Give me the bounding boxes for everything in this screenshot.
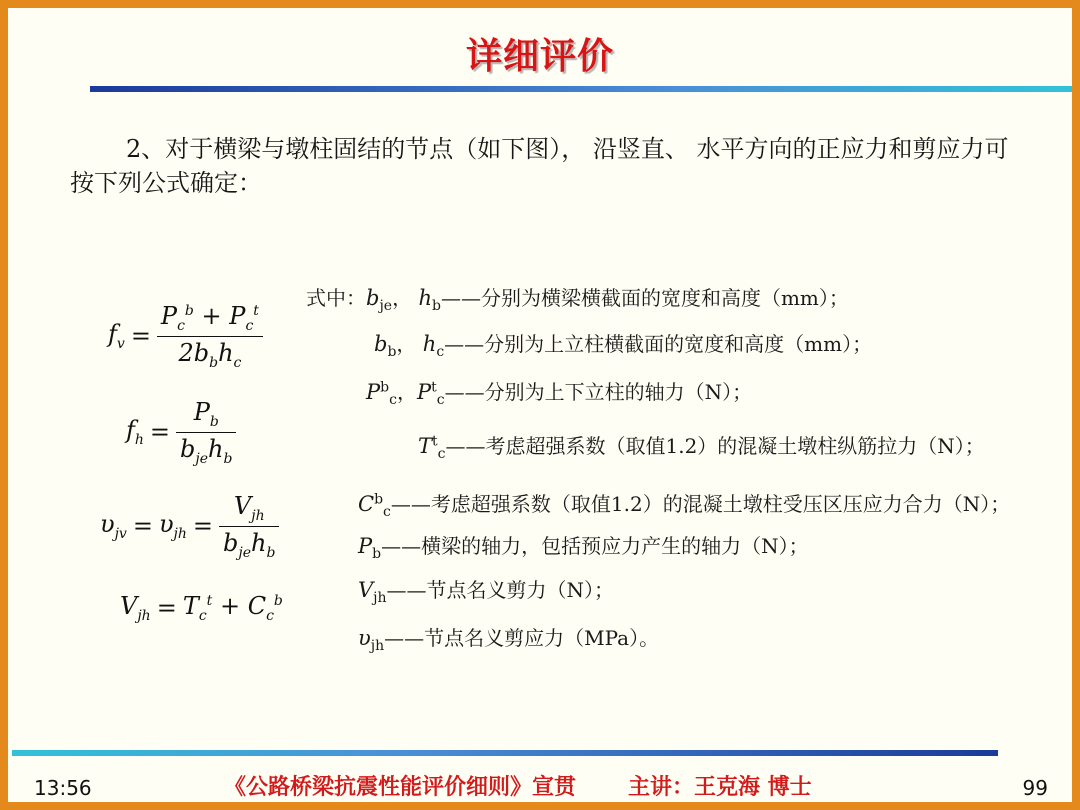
formula-fv: $f_v$ = $\frac{P_c^b + P_c^t}{2b_bh_c}$ (108, 302, 263, 371)
formula-vjv-fraction: $\frac{V_{jh}}{b_{je}h_b}$ (219, 492, 279, 561)
formula-fv-lhs: $f_v$ (108, 320, 125, 353)
definition-line-7: $V_{jh}——$节点名义剪力（N）； (358, 578, 615, 606)
definition-line-8: $\upsilon_{jh}——$节点名义剪应力（MPa）。 (358, 626, 660, 654)
definition-line-1: 式中：$b_{je}$， $h_b——$分别为横梁横截面的宽度和高度（mm）； (306, 286, 849, 314)
course-title: 《公路桥梁抗震性能评价细则》宣贯 (224, 775, 577, 800)
page-number: 99 (1022, 776, 1048, 800)
formula-fh: $f_h$ = $\frac{P_b}{b_{je}h_b}$ (126, 398, 236, 467)
slide-title: 详细评价 (465, 36, 614, 77)
definition-line-4: $T^t_c——$考虑超强系数（取值1.2）的混凝土墩柱纵筋拉力（N）； (418, 433, 985, 462)
timestamp: 13:56 (34, 776, 92, 800)
definition-line-3: $P^b_c$，$P^t_c——$分别为上下立柱的轴力（N）； (366, 379, 753, 408)
formula-Vjh: $V_{jh} = T_c^t + C_c^b$ (120, 592, 283, 624)
formula-fv-fraction: $\frac{P_c^b + P_c^t}{2b_bh_c}$ (157, 302, 263, 371)
definition-line-5: $C^b_c——$考虑超强系数（取值1.2）的混凝土墩柱受压区压应力合力（N）； (358, 491, 1011, 520)
lecturer-name: 主讲：王克海 博士 (628, 775, 812, 800)
formula-vjv: $\upsilon_{jv} = \upsilon_{jh}$ = $\frac{V_{jh}}{b_{je}h_b}$ (100, 492, 279, 561)
intro-paragraph: 2、对于横梁与墩柱固结的节点（如下图）， 沿竖直、 水平方向的正应力和剪应力可按下列公式确定： (70, 135, 1009, 197)
title-divider (90, 86, 1072, 92)
definition-line-6: $P_b——$横梁的轴力，包括预应力产生的轴力（N）； (358, 534, 809, 562)
footer-divider (12, 750, 998, 756)
footer-caption (224, 770, 812, 801)
formula-fh-fraction: $\frac{P_b}{b_{je}h_b}$ (176, 398, 236, 467)
definition-line-2: $b_b$， $h_c——$分别为上立柱横截面的宽度和高度（mm）； (374, 332, 873, 360)
